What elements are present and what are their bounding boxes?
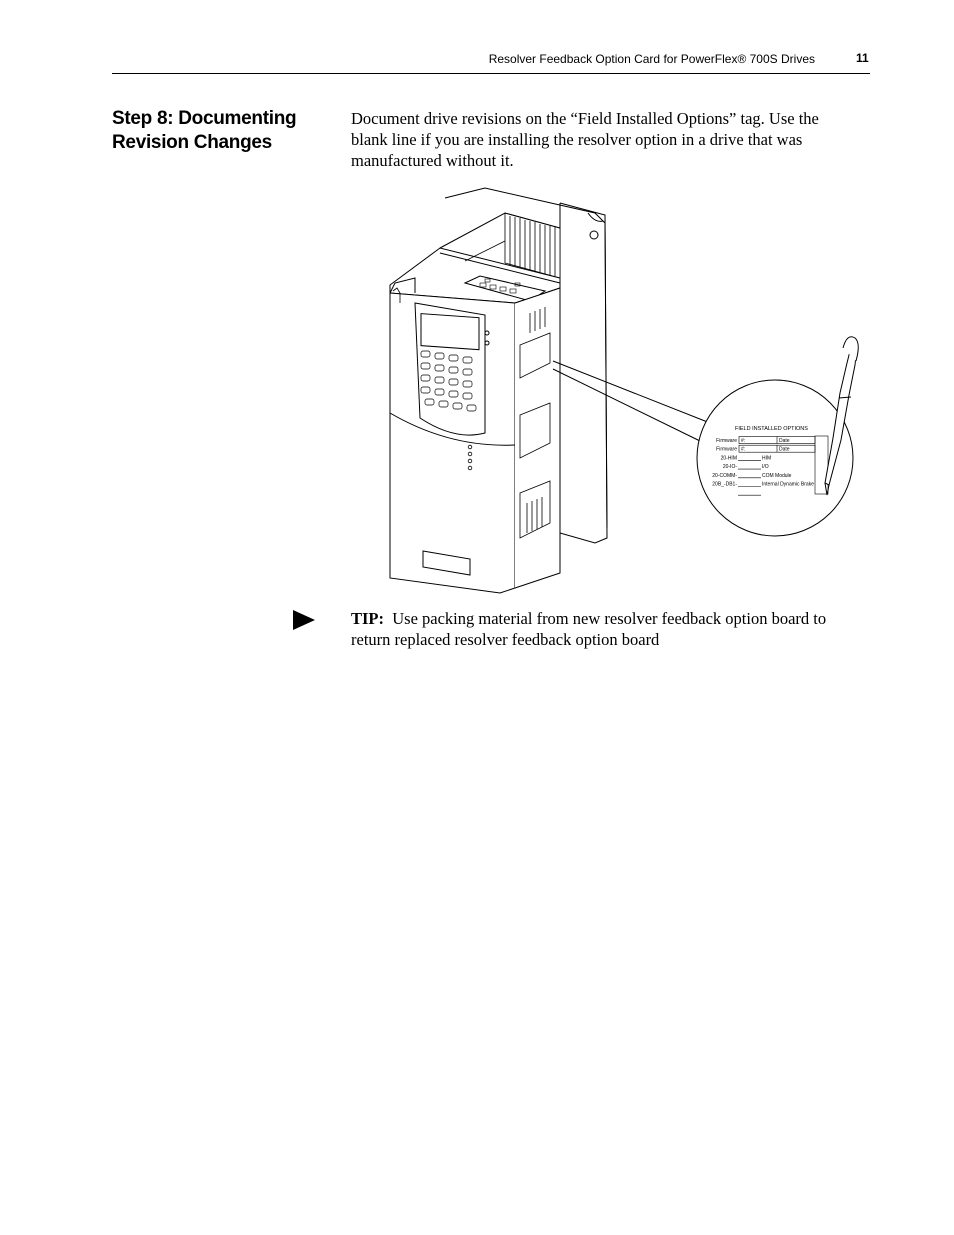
tag-row-right-label: COM Module [762,472,792,479]
tip-label: TIP: [351,609,384,628]
tag-row-left-label: 20-HIM [720,455,737,462]
tag-row-field: #: [741,446,746,453]
tag-row-left-label: Firmware [716,438,737,444]
drive-side-panel [515,288,560,588]
tag-row-right-label: Date [779,446,790,453]
page-number: 11 [856,51,869,65]
section-heading-line2: Revision Changes [112,132,272,153]
drive-tag-illustration [355,183,860,598]
tag-title: FIELD INSTALLED OPTIONS [735,426,808,432]
section-heading-line1: Step 8: Documenting [112,108,297,129]
tag-row-left-label: 20-COMM- [712,472,737,479]
header-rule [112,73,870,74]
tag-row-field: #: [741,438,746,444]
running-header: Resolver Feedback Option Card for PowerFlex® 700S Drives [488,52,815,66]
section-heading [112,107,322,155]
tag-row-left-label: 20-IO- [722,464,737,471]
him-keypad [415,303,485,435]
tag-row-left-label: 20B_-DB1- [712,481,737,488]
tip-body: Use packing material from new resolver feedback option board to return replaced resolver feedback option board [351,609,827,649]
tag-row-right-label: I/O [762,464,769,471]
tag-row-left-label: Firmware [716,446,737,453]
tip-arrow-icon [291,609,317,631]
section-body: Document drive revisions on the “Field Installed Options” tag. Use the blank line if you are installing the resolver option in a drive that was manufactured without it. [351,109,819,170]
tag-row-right-label: HIM [762,455,772,462]
tag-row-right-label: Internal Dynamic Brake [762,481,814,488]
tag-row-right-label: Date [779,438,790,444]
tip-note [351,608,856,650]
